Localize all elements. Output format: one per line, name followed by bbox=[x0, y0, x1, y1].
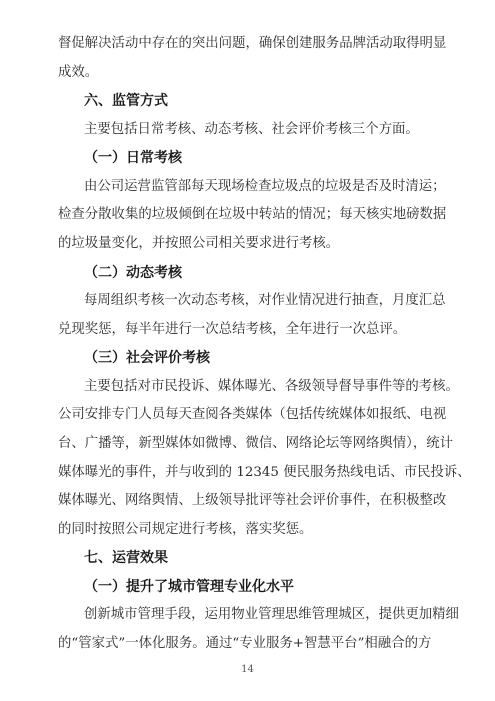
paragraph-line: 检查分散收集的垃圾倾倒在垃圾中转站的情况；每天核实地磅数据 bbox=[58, 207, 447, 223]
section-heading: 七、运营效果 bbox=[84, 550, 168, 567]
page-number: 14 bbox=[241, 664, 254, 675]
paragraph-line: 公司安排专门人员每天查阅各类媒体（包括传统媒体如报纸、电视 bbox=[58, 407, 447, 423]
paragraph-line: 成效。 bbox=[58, 64, 99, 80]
paragraph-line: 每周组织考核一次动态考核，对作业情况进行抽查，月度汇总 bbox=[84, 293, 446, 309]
paragraph-line: 媒体曝光的事件，并与收到的 12345 便民服务热线电话、市民投诉、 bbox=[58, 464, 471, 480]
paragraph-line: 主要包括对市民投诉、媒体曝光、各级领导督导事件等的考核。 bbox=[84, 378, 459, 394]
subsection-heading: （一）日常考核 bbox=[84, 150, 182, 167]
subsection-heading: （三）社会评价考核 bbox=[84, 350, 210, 367]
paragraph-line: 兑现奖惩，每半年进行一次总结考核，全年进行一次总评。 bbox=[58, 321, 407, 337]
paragraph-line: 的垃圾量变化，并按照公司相关要求进行考核。 bbox=[58, 236, 340, 251]
subsection-heading: （二）动态考核 bbox=[84, 264, 182, 281]
subsection-heading: （一）提升了城市管理专业化水平 bbox=[84, 578, 294, 595]
paragraph-line: 的同时按照公司规定进行考核，落实奖惩。 bbox=[58, 521, 313, 537]
paragraph-line: 的“管家式”一体化服务。通过“专业服务+智慧平台”相融合的方 bbox=[58, 636, 432, 651]
paragraph-line: 主要包括日常考核、动态考核、社会评价考核三个方面。 bbox=[84, 121, 419, 137]
section-heading: 六、监管方式 bbox=[84, 93, 168, 110]
paragraph-line: 媒体曝光、网络舆情、上级领导批评等社会评价事件，在积极整改 bbox=[58, 493, 447, 509]
paragraph-line: 创新城市管理手段，运用物业管理思维管理城区，提供更加精细 bbox=[84, 607, 459, 623]
paragraph-line: 台、广播等，新型媒体如微博、微信、网络论坛等网络舆情），统计 bbox=[58, 436, 454, 451]
paragraph-line: 由公司运营监管部每天现场检查垃圾点的垃圾是否及时清运； bbox=[84, 178, 446, 194]
paragraph-line: 督促解决活动中存在的突出问题，确保创建服务品牌活动取得明显 bbox=[58, 36, 447, 51]
